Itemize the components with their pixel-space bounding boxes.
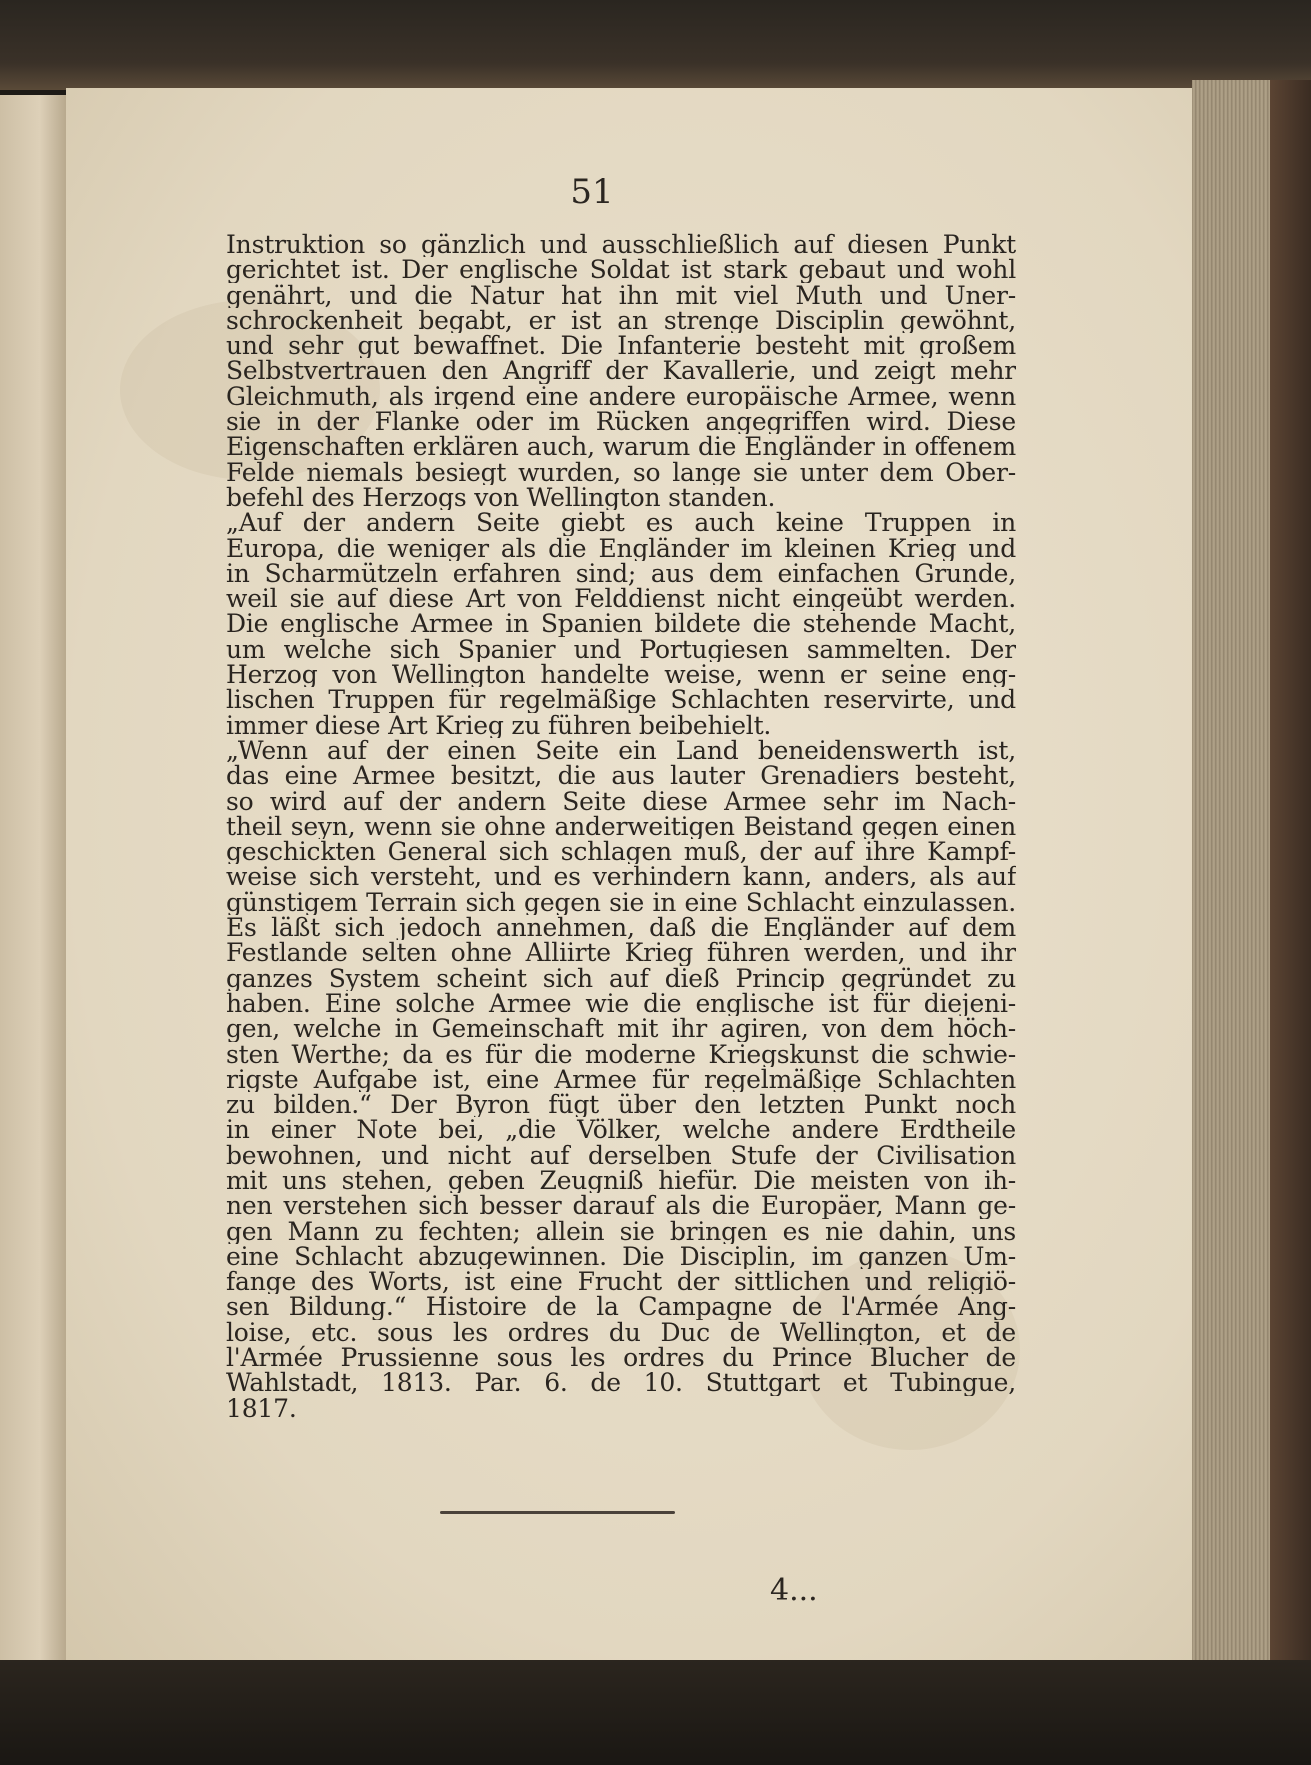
text-line: in Scharmützeln erfahren sind; aus dem einfachen Grunde, — [226, 560, 1016, 587]
body-text — [226, 232, 1016, 1421]
text-line: genährt, und die Natur hat ihn mit viel Muth und Uner- — [226, 282, 1016, 308]
text-line: und sehr gut bewaffnet. Die Infanterie besteht mit großem — [226, 333, 1016, 359]
text-line: gen, welche in Gemeinschaft mit ihr agiren, von dem höch- — [226, 1016, 1016, 1042]
text-line: sen Bildung.“ Histoire de la Campagne de l'Armée Ang- — [226, 1294, 1016, 1320]
page-number: 51 — [570, 172, 614, 212]
text-line: gen Mann zu fechten; allein sie bringen es nie dahin, uns — [226, 1218, 1016, 1244]
text-line: loise, etc. sous les ordres du Duc de Wellington, et de — [226, 1319, 1016, 1346]
text-line: Festlande selten ohne Alliirte Krieg führen werden, und ihr — [226, 940, 1016, 966]
text-line: sten Werthe; da es für die moderne Kriegskunst die schwie- — [226, 1041, 1016, 1067]
text-line: Europa, die weniger als die Engländer im kleinen Krieg und — [226, 535, 1016, 561]
text-line: eine Schlacht abzugewinnen. Die Disciplin, im ganzen Um- — [226, 1243, 1016, 1270]
text-line: Instruktion so gänzlich und ausschließlich auf diesen Punkt — [226, 232, 1016, 258]
text-line: ganzes System scheint sich auf dieß Princip gegründet zu — [226, 965, 1016, 991]
text-line: Herzog von Wellington handelte weise, wenn er seine eng- — [226, 662, 1016, 688]
text-line: in einer Note bei, „die Völker, welche andere Erdtheile — [226, 1117, 1016, 1143]
text-line: zu bilden.“ Der Byron fügt über den letzten Punkt noch — [226, 1092, 1016, 1118]
text-line: Felde niemals besiegt wurden, so lange sie unter dem Ober- — [226, 459, 1016, 485]
text-line: weil sie auf diese Art von Felddienst nicht eingeübt werden. — [226, 586, 1016, 612]
text-line: theil seyn, wenn sie ohne anderweitigen Beistand gegen einen — [226, 813, 1016, 840]
text-line: 1817. — [226, 1395, 297, 1421]
text-line: mit uns stehen, geben Zeugniß hiefür. Die meisten von ih- — [226, 1167, 1016, 1194]
text-line: Es läßt sich jedoch annehmen, daß die Engländer auf dem — [226, 915, 1016, 941]
text-line: Selbstvertrauen den Angriff der Kavallerie, und zeigt mehr — [226, 358, 1016, 384]
text-line: sie in der Flanke oder im Rücken angegriffen wird. Diese — [226, 409, 1016, 435]
signature-mark: 4... — [770, 1573, 818, 1608]
book-cover-right — [1270, 80, 1311, 1670]
text-line: rigste Aufgabe ist, eine Armee für regelmäßige Schlachten — [226, 1066, 1016, 1093]
text-line: geschickten General sich schlagen muß, der auf ihre Kampf- — [226, 839, 1016, 865]
left-page-edge — [0, 95, 66, 1670]
text-line: „Auf der andern Seite giebt es auch keine Truppen in — [226, 510, 1016, 536]
text-line: bewohnen, und nicht auf derselben Stufe der Civilisation — [226, 1142, 1016, 1168]
text-line: gerichtet ist. Der englische Soldat ist stark gebaut und wohl — [226, 257, 1016, 283]
text-line: Gleichmuth, als irgend eine andere europäische Armee, wenn — [226, 383, 1016, 410]
page-stack-edge — [1192, 80, 1272, 1660]
text-line: immer diese Art Krieg zu führen beibehielt. — [226, 712, 772, 738]
text-line: Eigenschaften erklären auch, warum die Engländer in offenem — [226, 434, 1016, 460]
text-line: günstigem Terrain sich gegen sie in eine Schlacht einzulassen. — [226, 889, 1016, 916]
text-line: l'Armée Prussienne sous les ordres du Prince Blucher de — [226, 1345, 1016, 1371]
text-line: befehl des Herzogs von Wellington standen. — [226, 484, 776, 511]
text-line: um welche sich Spanier und Portugiesen sammelten. Der — [226, 636, 1016, 663]
text-line: „Wenn auf der einen Seite ein Land beneidenswerth ist, — [226, 737, 1016, 764]
text-line: Die englische Armee in Spanien bildete die stehende Macht, — [226, 611, 1016, 637]
text-line: so wird auf der andern Seite diese Armee sehr im Nach- — [226, 788, 1016, 814]
end-rule — [440, 1511, 675, 1514]
text-line: weise sich versteht, und es verhindern kann, anders, als auf — [226, 864, 1016, 890]
text-line: fange des Worts, ist eine Frucht der sittlichen und religiö- — [226, 1269, 1016, 1295]
text-line: das eine Armee besitzt, die aus lauter Grenadiers besteht, — [226, 763, 1016, 789]
text-line: lischen Truppen für regelmäßige Schlachten reservirte, und — [226, 687, 1016, 713]
text-line: haben. Eine solche Armee wie die englische ist für diejeni- — [226, 990, 1016, 1017]
text-line: schrockenheit begabt, er ist an strenge Disciplin gewöhnt, — [226, 307, 1016, 334]
book-top-background — [0, 0, 1311, 90]
text-line: nen verstehen sich besser darauf als die Europäer, Mann ge- — [226, 1193, 1016, 1219]
book-bottom-background — [0, 1660, 1311, 1765]
text-line: Wahlstadt, 1813. Par. 6. de 10. Stuttgart et Tubingue, — [226, 1370, 1016, 1396]
